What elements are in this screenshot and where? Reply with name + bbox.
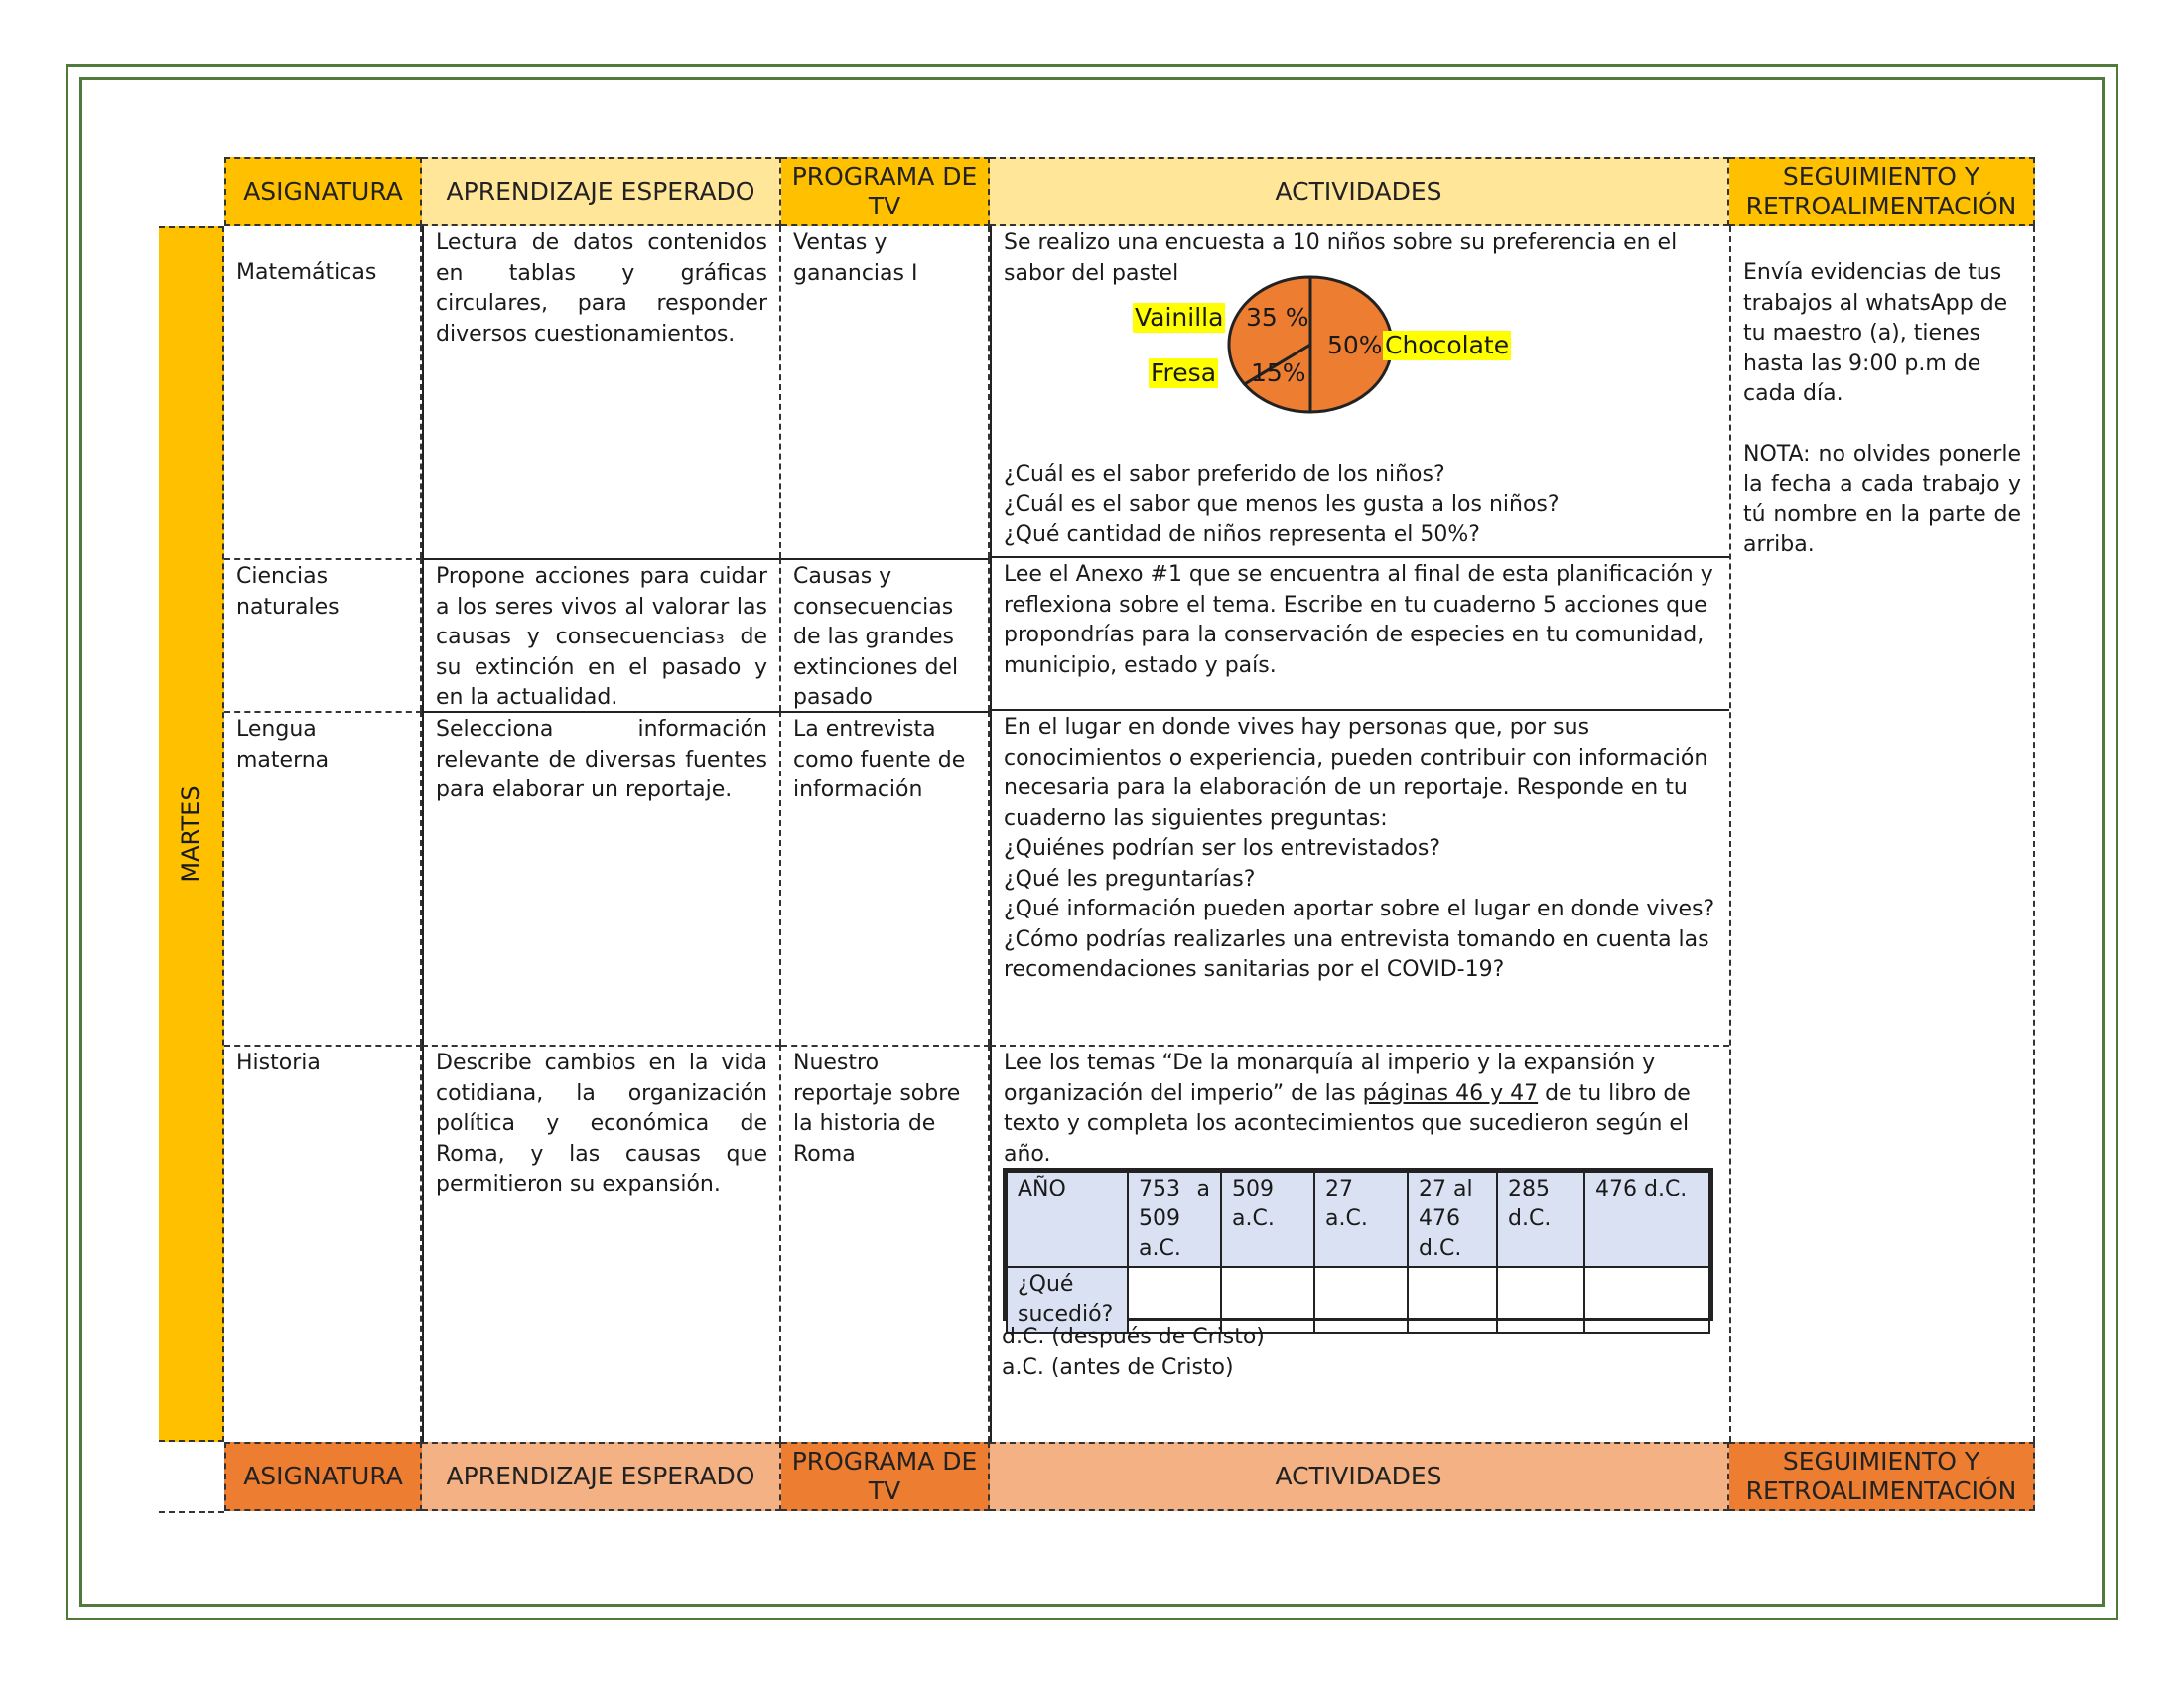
header-actividades: ACTIVIDADES — [990, 157, 1729, 226]
subject-ciencias: Ciencias naturales — [224, 558, 422, 711]
table-header-cell: 509 a.C. — [1221, 1172, 1314, 1267]
table-header-cell: 753 a 509 a.C. — [1128, 1172, 1221, 1267]
activity-text: de tu libro de texto y completa los acontecimientos que sucedieron según el año. — [1004, 1080, 1691, 1167]
followup-cell — [1729, 226, 2035, 1442]
program-lengua: La entrevista como fuente de información — [781, 711, 990, 1045]
pages-link: páginas 46 y 47 — [1362, 1080, 1539, 1106]
learning-lengua: Selecciona información relevante de diversas fuentes para elaborar un reportaje. — [422, 711, 781, 1045]
activity-ciencias: Lee el Anexo #1 que se encuentra al final de esta planificación y reflexiona sobre el tema. Escribe en tu cuaderno 5 acciones que propondrías para la conservación de especies en tu comunidad, municipio, estado y país. — [990, 558, 1729, 711]
followup-note: NOTA: no olvides ponerle la fecha a cada trabajo y tú nombre en la parte de arriba. — [1743, 441, 2021, 557]
note-dc: d.C. (después de Cristo) — [1002, 1325, 1265, 1349]
table-header-cell: 27 a.C. — [1314, 1172, 1408, 1267]
table-header-cell: 27 al 476 d.C. — [1408, 1172, 1497, 1267]
question: ¿Cuál es el sabor preferido de los niños? — [1004, 462, 1445, 487]
footer-aprendizaje: APRENDIZAJE ESPERADO — [422, 1442, 781, 1511]
table-row-label: ¿Qué sucedió? — [1007, 1267, 1128, 1333]
pie-legend-fresa: Fresa — [1151, 358, 1217, 387]
footer-actividades: ACTIVIDADES — [990, 1442, 1729, 1511]
day-text: MARTES — [177, 785, 205, 883]
header-seguimiento: SEGUIMIENTO Y RETROALIMENTACIÓN — [1729, 157, 2035, 226]
activity-lengua — [990, 711, 1729, 1045]
activity-text: Lee los temas “De la monarquía al imperio y la expansión y organización del imperio” de las — [1004, 1051, 1656, 1106]
program-historia: Nuestro reportaje sobre la historia de Roma — [781, 1045, 990, 1442]
question: ¿Cómo podrías realizarles una entrevista tomando en cuenta las recomendaciones sanitarias por el COVID-19? — [1004, 926, 1709, 982]
learning-historia: Describe cambios en la vida cotidiana, la organización política y económica de Roma, y las causas que permitieron su expansión. — [422, 1045, 781, 1442]
followup-text: Envía evidencias de tus trabajos al whatsApp de tu maestro (a), tienes hasta las 9:00 p.m de cada día. — [1743, 260, 2008, 406]
question: ¿Cuál es el sabor que menos les gusta a los niños? — [1004, 492, 1560, 517]
footer-seguimiento: SEGUIMIENTO Y RETROALIMENTACIÓN — [1729, 1442, 2035, 1511]
program-matematicas: Ventas y ganancias I — [781, 226, 990, 558]
subject-matematicas: Matemáticas — [224, 226, 422, 558]
table-header-cell: AÑO — [1007, 1172, 1128, 1267]
question: ¿Quiénes podrían ser los entrevistados? — [1004, 836, 1441, 861]
subject-historia: Historia — [224, 1045, 422, 1442]
program-ciencias: Causas y consecuencias de las grandes extinciones del pasado — [781, 558, 990, 711]
question: ¿Qué cantidad de niños representa el 50%? — [1004, 522, 1480, 547]
pie-value-chocolate: 50% — [1327, 331, 1383, 359]
activity-intro: En el lugar en donde vives hay personas que, por sus conocimientos o experiencia, pueden contribuir con información necesaria para la elaboración de un reportaje. Responde en tu cuaderno las siguientes preguntas: — [1004, 715, 1708, 831]
header-asignatura: ASIGNATURA — [224, 157, 422, 226]
year-table — [1003, 1168, 1713, 1327]
note-ac: a.C. (antes de Cristo) — [1002, 1354, 1234, 1380]
pie-legend-chocolate: Chocolate — [1385, 331, 1510, 359]
learning-ciencias: Propone acciones para cuidar a los seres vivos al valorar las causas y consecuencias₃ de su extinción en el pasado y en la actualidad. — [422, 558, 781, 711]
footer-programa: PROGRAMA DE TV — [781, 1442, 990, 1511]
table-header-cell: 285 d.C. — [1497, 1172, 1584, 1267]
activity-intro: Se realizo una encuesta a 10 niños sobre su preferencia en el sabor del pastel — [1004, 230, 1678, 286]
header-aprendizaje: APRENDIZAJE ESPERADO — [422, 157, 781, 226]
header-programa: PROGRAMA DE TV — [781, 157, 990, 226]
pie-value-fresa: 15% — [1251, 358, 1306, 387]
table-header-cell: 476 d.C. — [1584, 1172, 1709, 1267]
footer-asignatura: ASIGNATURA — [224, 1442, 422, 1511]
question: ¿Qué les preguntarías? — [1004, 866, 1256, 892]
subject-lengua: Lengua materna — [224, 711, 422, 1045]
pie-value-vainilla: 35 % — [1246, 303, 1309, 332]
learning-matematicas: Lectura de datos contenidos en tablas y gráficas circulares, para responder diversos cuestionamientos. — [422, 226, 781, 558]
question: ¿Qué información pueden aportar sobre el lugar en donde vives? — [1004, 897, 1715, 921]
era-notes — [990, 1321, 1729, 1390]
day-label — [159, 226, 224, 1442]
pie-legend-vainilla: Vainilla — [1135, 303, 1224, 332]
bottom-left-line — [159, 1511, 224, 1513]
